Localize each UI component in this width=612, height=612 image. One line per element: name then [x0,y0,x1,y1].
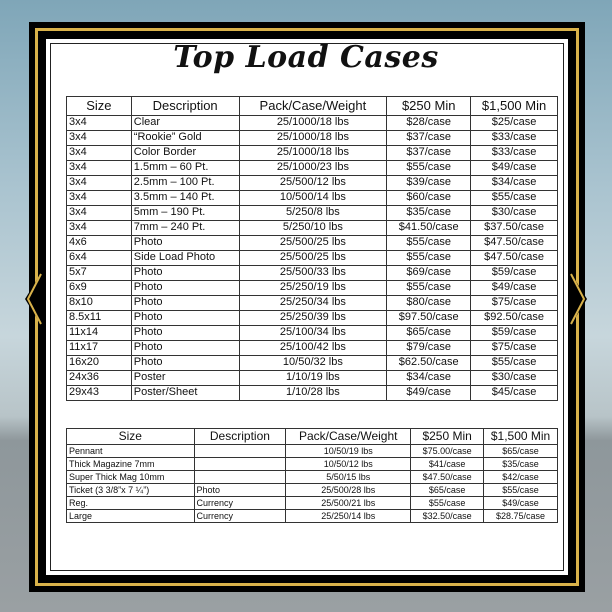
table-header-row [67,429,558,445]
price-250-min-cell: $62.50/case [387,356,471,371]
pack-case-weight-cell: 25/500/25 lbs [239,236,387,251]
size-cell: 8x10 [67,296,132,311]
price-250-min-cell: $79/case [387,341,471,356]
description-cell: Photo [131,326,239,341]
table-row [67,236,558,251]
size-cell: Large [67,510,195,523]
price-1500-min-cell: $37.50/case [471,221,558,236]
price-250-min-cell: $32.50/case [411,510,484,523]
price-250-min-cell: $41/case [411,458,484,471]
column-header: $250 Min [387,97,471,116]
price-250-min-cell: $35/case [387,206,471,221]
size-cell: Ticket (3 3/8”x 7 ¼”) [67,484,195,497]
column-header: Size [67,429,195,445]
description-cell: Side Load Photo [131,251,239,266]
page-title: Top Load Cases [173,40,439,75]
table-row [67,296,558,311]
table-row [67,326,558,341]
pack-case-weight-cell: 25/100/34 lbs [239,326,387,341]
table-row [67,221,558,236]
pack-case-weight-cell: 25/100/42 lbs [239,341,387,356]
price-1500-min-cell: $59/case [471,266,558,281]
pack-case-weight-cell: 10/50/19 lbs [286,445,411,458]
pack-case-weight-cell: 25/500/21 lbs [286,497,411,510]
price-250-min-cell: $34/case [387,371,471,386]
right-notch-ornament [569,270,587,328]
price-250-min-cell: $28/case [387,116,471,131]
price-250-min-cell: $55/case [411,497,484,510]
column-header: $250 Min [411,429,484,445]
price-250-min-cell: $65/case [411,484,484,497]
size-cell: 3x4 [67,206,132,221]
size-cell: 3x4 [67,191,132,206]
price-1500-min-cell: $33/case [471,131,558,146]
table-row [67,131,558,146]
table-row [67,206,558,221]
price-250-min-cell: $97.50/case [387,311,471,326]
pack-case-weight-cell: 5/250/10 lbs [239,221,387,236]
price-1500-min-cell: $49/case [471,161,558,176]
table-row [67,445,558,458]
table-row [67,116,558,131]
price-1500-min-cell: $34/case [471,176,558,191]
table-header-row [67,97,558,116]
description-cell: Photo [131,236,239,251]
price-250-min-cell: $55/case [387,251,471,266]
price-1500-min-cell: $59/case [471,326,558,341]
description-cell [194,471,286,484]
pack-case-weight-cell: 5/250/8 lbs [239,206,387,221]
size-cell: Thick Magazine 7mm [67,458,195,471]
description-cell: “Rookie” Gold [131,131,239,146]
size-cell: 3x4 [67,176,132,191]
size-cell: 6x9 [67,281,132,296]
price-1500-min-cell: $47.50/case [471,236,558,251]
price-250-min-cell: $55/case [387,236,471,251]
size-cell: 3x4 [67,161,132,176]
table-row [67,266,558,281]
table-row [67,191,558,206]
price-1500-min-cell: $30/case [471,206,558,221]
size-cell: 3x4 [67,146,132,161]
pack-case-weight-cell: 10/50/12 lbs [286,458,411,471]
description-cell: Color Border [131,146,239,161]
table-row [67,146,558,161]
price-250-min-cell: $75.00/case [411,445,484,458]
price-250-min-cell: $80/case [387,296,471,311]
table-row [67,510,558,523]
size-cell: 11x17 [67,341,132,356]
table-row [67,281,558,296]
price-1500-min-cell: $55/case [484,484,558,497]
left-notch-ornament [25,270,43,328]
price-1500-min-cell: $55/case [471,356,558,371]
price-1500-min-cell: $28.75/case [484,510,558,523]
size-cell: 11x14 [67,326,132,341]
size-cell: Reg. [67,497,195,510]
size-cell: 29x43 [67,386,132,401]
column-header: Description [194,429,286,445]
table-row [67,484,558,497]
price-1500-min-cell: $55/case [471,191,558,206]
price-1500-min-cell: $45/case [471,386,558,401]
pack-case-weight-cell: 25/1000/18 lbs [239,131,387,146]
description-cell [194,458,286,471]
size-cell: Pennant [67,445,195,458]
price-250-min-cell: $41.50/case [387,221,471,236]
size-cell: 6x4 [67,251,132,266]
table-row [67,311,558,326]
description-cell: 2.5mm – 100 Pt. [131,176,239,191]
table-row [67,356,558,371]
size-cell: 16x20 [67,356,132,371]
size-cell: 3x4 [67,221,132,236]
column-header: Pack/Case/Weight [286,429,411,445]
pack-case-weight-cell: 25/500/12 lbs [239,176,387,191]
top-load-cases-table [66,96,558,401]
description-cell: Clear [131,116,239,131]
table-row [67,176,558,191]
description-cell: Currency [194,497,286,510]
size-cell: 3x4 [67,116,132,131]
price-1500-min-cell: $75/case [471,296,558,311]
column-header: $1,500 Min [471,97,558,116]
description-cell: 5mm – 190 Pt. [131,206,239,221]
table-row [67,341,558,356]
table-row [67,161,558,176]
price-250-min-cell: $55/case [387,281,471,296]
size-cell: 24x36 [67,371,132,386]
description-cell: Photo [131,341,239,356]
price-250-min-cell: $37/case [387,146,471,161]
description-cell: Photo [131,311,239,326]
price-1500-min-cell: $25/case [471,116,558,131]
price-250-min-cell: $69/case [387,266,471,281]
table-row [67,371,558,386]
description-cell: Photo [131,266,239,281]
price-250-min-cell: $39/case [387,176,471,191]
price-1500-min-cell: $42/case [484,471,558,484]
pack-case-weight-cell: 25/500/33 lbs [239,266,387,281]
description-cell: Photo [131,356,239,371]
description-cell: Photo [131,281,239,296]
size-cell: Super Thick Mag 10mm [67,471,195,484]
description-cell: Poster/Sheet [131,386,239,401]
table-row [67,471,558,484]
description-cell [194,445,286,458]
size-cell: 4x6 [67,236,132,251]
pack-case-weight-cell: 10/500/14 lbs [239,191,387,206]
description-cell: 3.5mm – 140 Pt. [131,191,239,206]
size-cell: 8.5x11 [67,311,132,326]
price-1500-min-cell: $30/case [471,371,558,386]
description-cell: Currency [194,510,286,523]
price-250-min-cell: $47.50/case [411,471,484,484]
table-row [67,497,558,510]
price-1500-min-cell: $92.50/case [471,311,558,326]
description-cell: Photo [194,484,286,497]
column-header: Pack/Case/Weight [239,97,387,116]
price-1500-min-cell: $33/case [471,146,558,161]
pack-case-weight-cell: 25/250/19 lbs [239,281,387,296]
pack-case-weight-cell: 1/10/19 lbs [239,371,387,386]
pack-case-weight-cell: 25/1000/18 lbs [239,146,387,161]
price-250-min-cell: $60/case [387,191,471,206]
price-1500-min-cell: $65/case [484,445,558,458]
pack-case-weight-cell: 25/250/34 lbs [239,296,387,311]
specialty-cases-table [66,428,558,523]
column-header: $1,500 Min [484,429,558,445]
pack-case-weight-cell: 25/250/39 lbs [239,311,387,326]
pack-case-weight-cell: 25/250/14 lbs [286,510,411,523]
price-1500-min-cell: $49/case [471,281,558,296]
pack-case-weight-cell: 25/1000/23 lbs [239,161,387,176]
column-header: Description [131,97,239,116]
pack-case-weight-cell: 1/10/28 lbs [239,386,387,401]
pack-case-weight-cell: 25/500/28 lbs [286,484,411,497]
price-250-min-cell: $55/case [387,161,471,176]
description-cell: Photo [131,296,239,311]
column-header: Size [67,97,132,116]
description-cell: Poster [131,371,239,386]
table-row [67,458,558,471]
price-250-min-cell: $37/case [387,131,471,146]
price-250-min-cell: $65/case [387,326,471,341]
pack-case-weight-cell: 25/1000/18 lbs [239,116,387,131]
price-1500-min-cell: $47.50/case [471,251,558,266]
table-row [67,386,558,401]
pack-case-weight-cell: 25/500/25 lbs [239,251,387,266]
description-cell: 7mm – 240 Pt. [131,221,239,236]
price-1500-min-cell: $49/case [484,497,558,510]
table-row [67,251,558,266]
description-cell: 1.5mm – 60 Pt. [131,161,239,176]
size-cell: 5x7 [67,266,132,281]
pack-case-weight-cell: 5/50/15 lbs [286,471,411,484]
price-1500-min-cell: $35/case [484,458,558,471]
pack-case-weight-cell: 10/50/32 lbs [239,356,387,371]
price-250-min-cell: $49/case [387,386,471,401]
size-cell: 3x4 [67,131,132,146]
price-1500-min-cell: $75/case [471,341,558,356]
